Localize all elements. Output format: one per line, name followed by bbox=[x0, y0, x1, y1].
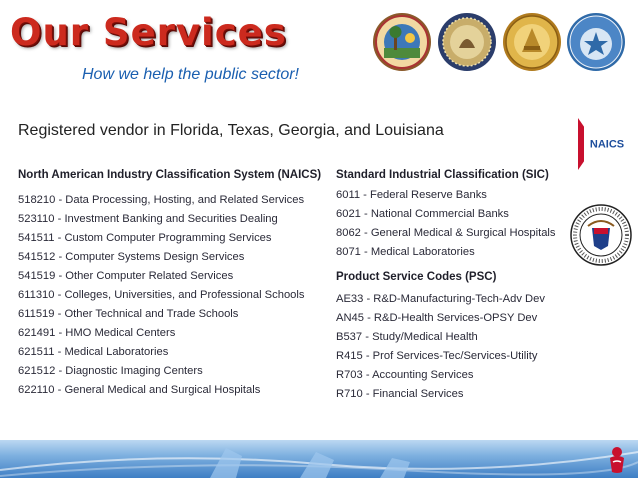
psc-item: R710 - Financial Services bbox=[336, 388, 464, 400]
naics-item: 621511 - Medical Laboratories bbox=[18, 346, 169, 358]
sic-item: 6021 - National Commercial Banks bbox=[336, 208, 509, 220]
naics-item: 621491 - HMO Medical Centers bbox=[18, 327, 176, 339]
naics-item: 523110 - Investment Banking and Securities Dealing bbox=[18, 213, 278, 225]
naics-logo-icon bbox=[576, 116, 626, 172]
footer-decoration bbox=[0, 440, 638, 478]
sic-item: 8062 - General Medical & Surgical Hospitals bbox=[336, 227, 556, 239]
naics-item: 622110 - General Medical and Surgical Hospitals bbox=[18, 384, 261, 396]
psc-item: R703 - Accounting Services bbox=[336, 369, 474, 381]
psc-item: B537 - Study/Medical Health bbox=[336, 331, 478, 343]
naics-heading: North American Industry Classification System (NAICS) bbox=[18, 169, 322, 181]
georgia-seal-icon bbox=[502, 12, 562, 72]
department-of-labor-seal-icon bbox=[570, 204, 632, 266]
page-subtitle: How we help the public sector! bbox=[82, 66, 299, 83]
psc-item: AE33 - R&D-Manufacturing-Tech-Adv Dev bbox=[336, 293, 545, 305]
company-logo-icon bbox=[604, 444, 630, 474]
florida-seal-icon bbox=[372, 12, 432, 72]
naics-logo-text: NAICS bbox=[589, 138, 625, 151]
naics-item: 541519 - Other Computer Related Services bbox=[18, 270, 234, 282]
naics-item: 518210 - Data Processing, Hosting, and Related Services bbox=[18, 194, 305, 206]
sic-heading: Standard Industrial Classification (SIC) bbox=[336, 169, 549, 181]
psc-item: R415 - Prof Services-Tec/Services-Utility bbox=[336, 350, 538, 362]
registration-statement: Registered vendor in Florida, Texas, Georgia, and Louisiana bbox=[18, 122, 444, 139]
louisiana-seal-icon bbox=[437, 12, 497, 72]
footer-banner bbox=[0, 440, 638, 478]
psc-heading: Product Service Codes (PSC) bbox=[336, 271, 497, 283]
sic-item: 8071 - Medical Laboratories bbox=[336, 246, 475, 258]
naics-item: 621512 - Diagnostic Imaging Centers bbox=[18, 365, 203, 377]
texas-seal-icon bbox=[566, 12, 626, 72]
naics-item: 541512 - Computer Systems Design Services bbox=[18, 251, 245, 263]
sic-item: 6011 - Federal Reserve Banks bbox=[336, 189, 487, 201]
naics-item: 611519 - Other Technical and Trade Schools bbox=[18, 308, 239, 320]
page-title: Our Services bbox=[10, 11, 287, 54]
naics-item: 541511 - Custom Computer Programming Services bbox=[18, 232, 272, 244]
naics-item: 611310 - Colleges, Universities, and Professional Schools bbox=[18, 289, 305, 301]
psc-item: AN45 - R&D-Health Services-OPSY Dev bbox=[336, 312, 538, 324]
